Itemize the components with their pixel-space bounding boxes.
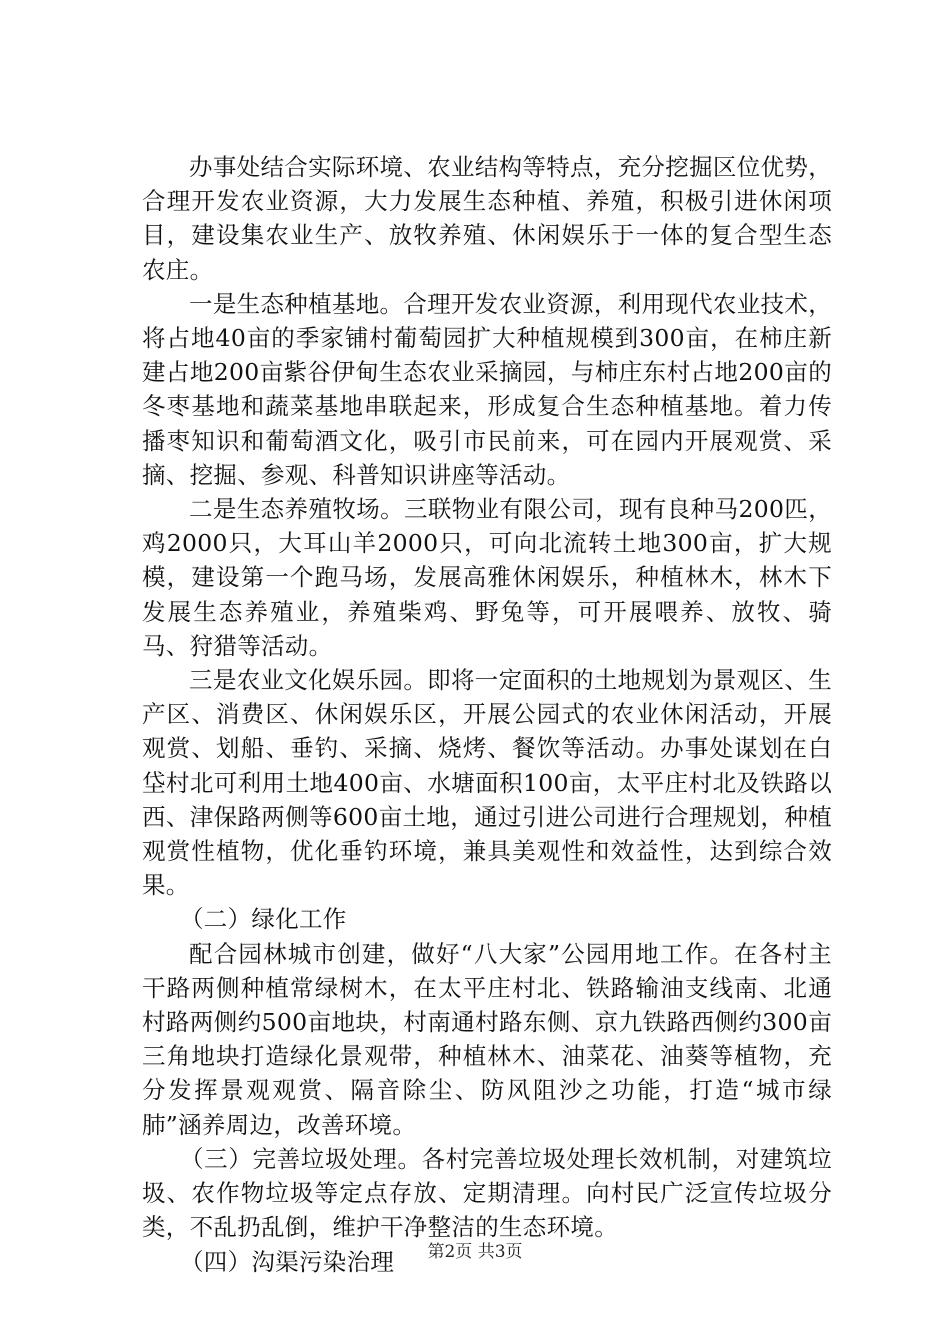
section-heading-greening: （二）绿化工作 bbox=[180, 905, 347, 934]
paragraph-garbage-treatment: （三）完善垃圾处理。各村完善垃圾处理长效机制，对建筑垃圾、农作物垃圾等定点存放、定期清理。向村民广泛宣传垃圾分类，不乱扔乱倒，维护干净整洁的生态环境。 bbox=[142, 1144, 832, 1242]
section-heading-ditch-pollution: （四）沟渠污染治理 bbox=[180, 1247, 395, 1276]
document-body bbox=[142, 150, 832, 1279]
paragraph-breeding-ranch: 二是生态养殖牧场。三联物业有限公司，现有良种马200匹，鸡2000只，大耳山羊2000只，可向北流转土地300亩，扩大规模，建设第一个跑马场，发展高雅休闲娱乐，种植林木，林木下发展生态养殖业，养殖柴鸡、野兔等，可开展喂养、放牧、骑马、狩猎等活动。 bbox=[142, 495, 832, 660]
paragraph-greening: 配合园林城市创建，做好“八大家”公园用地工作。在各村主干路两侧种植常绿树木，在太平庄村北、铁路输油支线南、北通村路两侧约500亩地块，村南通村路东侧、京九铁路西侧约300亩三角地块打造绿化景观带，种植林木、油菜花、油葵等植物，充分发挥景观观赏、隔音除尘、防风阻沙之功能，打造“城市绿肺”涵养周边，改善环境。 bbox=[142, 939, 832, 1139]
page-footer: 第2页 共3页 bbox=[427, 1242, 523, 1262]
paragraph-culture-park: 三是农业文化娱乐园。即将一定面积的土地规划为景观区、生产区、消费区、休闲娱乐区，开展公园式的农业休闲活动，开展观赏、划船、垂钓、采摘、烧烤、餐饮等活动。办事处谋划在白垈村北可利用土地400亩、水塘面积100亩，太平庄村北及铁路以西、津保路两侧等600亩土地，通过引进公司进行合理规划，种植观赏性植物，优化垂钓环境，兼具美观性和效益性，达到综合效果。 bbox=[142, 666, 832, 900]
paragraph-intro: 办事处结合实际环境、农业结构等特点，充分挖掘区位优势，合理开发农业资源，大力发展生态种植、养殖，积极引进休闲项目，建设集农业生产、放牧养殖、休闲娱乐于一体的复合型生态农庄。 bbox=[142, 153, 832, 284]
paragraph-planting-base: 一是生态种植基地。合理开发农业资源，利用现代农业技术，将占地40亩的季家铺村葡萄园扩大种植规模到300亩，在柿庄新建占地200亩紫谷伊甸生态农业采摘园，与柿庄东村占地200亩的冬枣基地和蔬菜基地串联起来，形成复合生态种植基地。着力传播枣知识和葡萄酒文化，吸引市民前来，可在园内开展观赏、采摘、挖掘、参观、科普知识讲座等活动。 bbox=[142, 289, 832, 489]
